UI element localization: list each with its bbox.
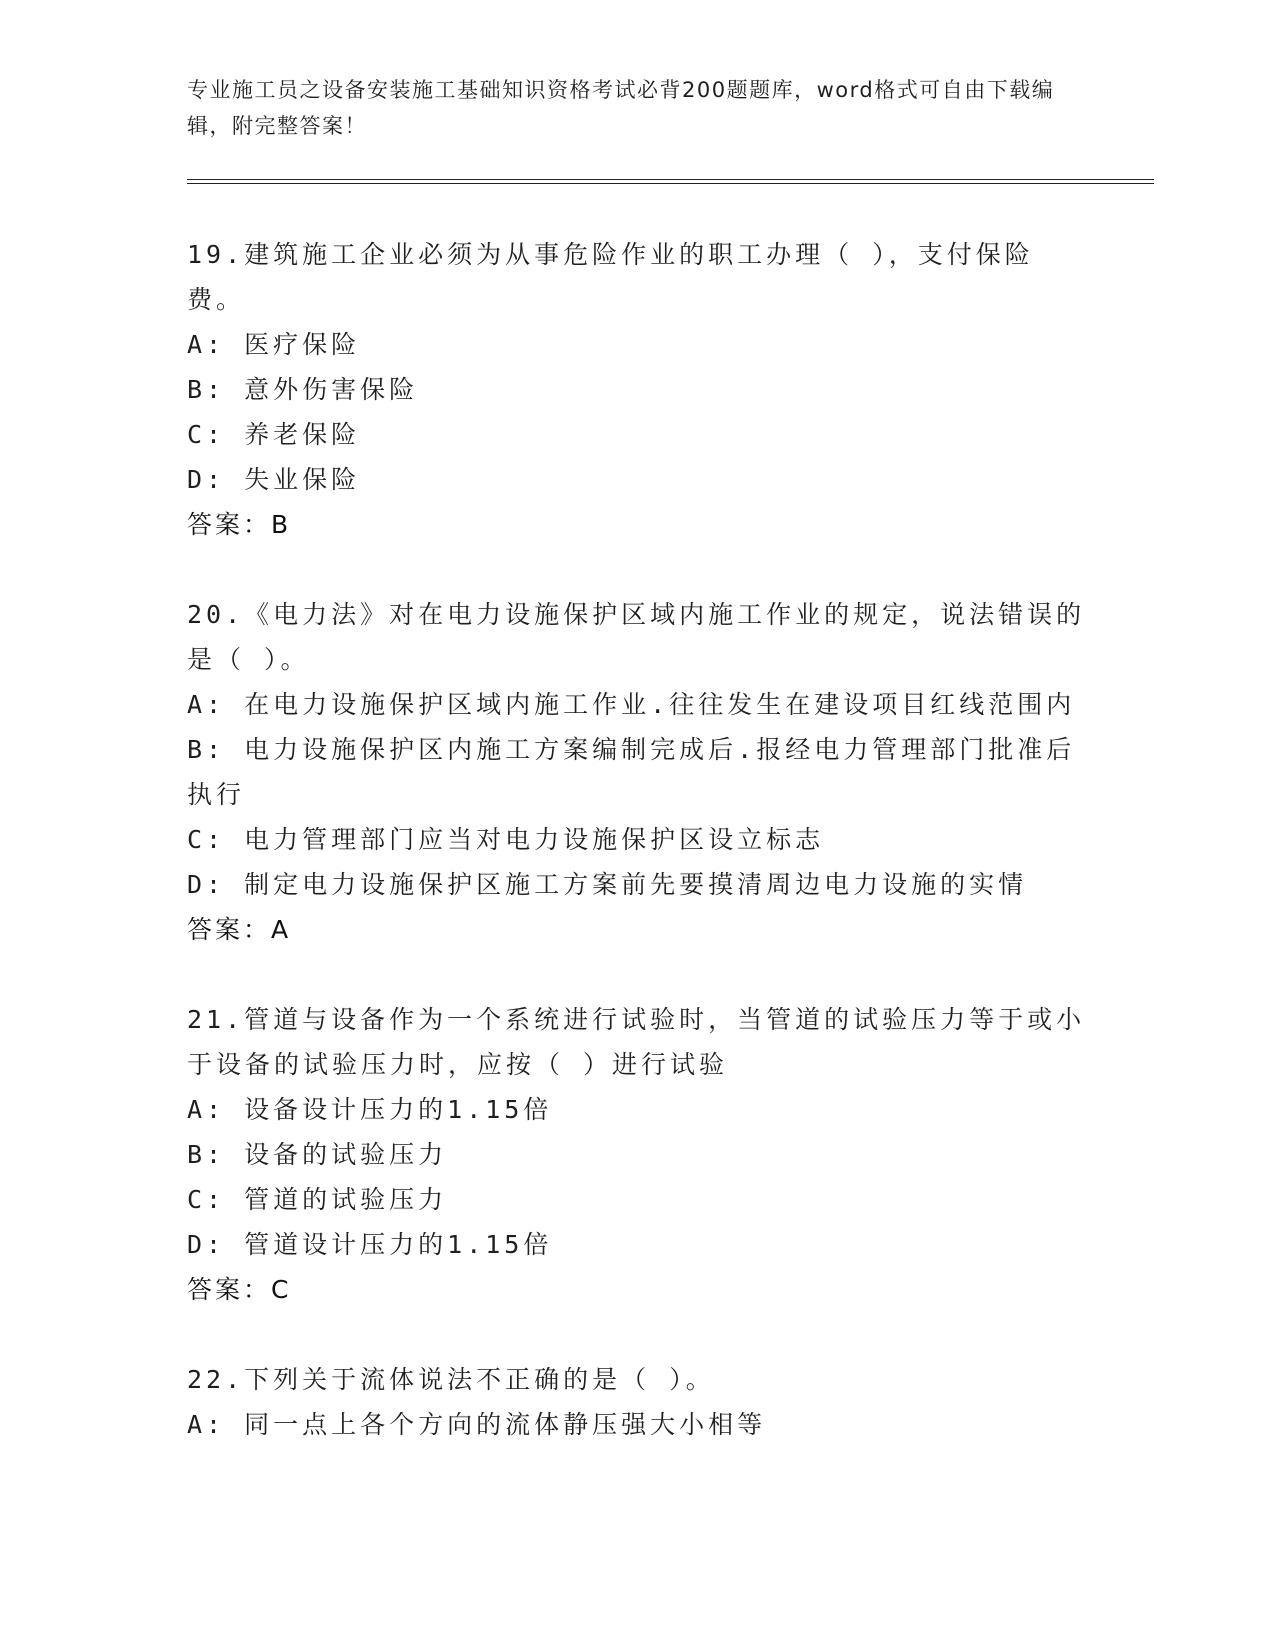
option-a: A: 同一点上各个方向的流体静压强大小相等: [187, 1410, 767, 1439]
option-c: C: 电力管理部门应当对电力设施保护区设立标志: [187, 825, 825, 854]
header-divider-bottom: [187, 183, 1154, 184]
option-c: C: 养老保险: [187, 420, 361, 449]
option-d: D: 管道设计压力的1.15倍: [187, 1230, 553, 1259]
question-stem: 20.《电力法》对在电力设施保护区域内施工作业的规定，说法错误的是（ ）。: [187, 600, 1086, 674]
option-c: C: 管道的试验压力: [187, 1185, 448, 1214]
option-a: A: 设备设计压力的1.15倍: [187, 1095, 553, 1124]
option-b: B: 电力设施保护区内施工方案编制完成后.报经电力管理部门批准后执行: [187, 735, 1076, 809]
option-d: D: 制定电力设施保护区施工方案前先要摸清周边电力设施的实情: [187, 870, 1028, 899]
question-20: [187, 592, 1087, 952]
document-intro: 专业施工员之设备安装施工基础知识资格考试必背200题题库，word格式可自由下载编辑，附完整答案！: [187, 78, 1055, 138]
question-22: [187, 1357, 1087, 1447]
question-list: [187, 232, 1087, 1492]
question-19: [187, 232, 1087, 547]
option-a: A: 在电力设施保护区域内施工作业.往往发生在建设项目红线范围内: [187, 690, 1076, 719]
answer-label: 答案：C: [187, 1275, 292, 1304]
option-b: B: 意外伤害保险: [187, 375, 419, 404]
option-a: A: 医疗保险: [187, 330, 361, 359]
question-21: [187, 997, 1087, 1312]
question-stem: 19.建筑施工企业必须为从事危险作业的职工办理（ ），支付保险费。: [187, 240, 1034, 314]
option-d: D: 失业保险: [187, 465, 361, 494]
question-stem: 21.管道与设备作为一个系统进行试验时，当管道的试验压力等于或小于设备的试验压力时，应按（ ）进行试验: [187, 1005, 1086, 1079]
question-stem: 22.下列关于流体说法不正确的是（ ）。: [187, 1365, 715, 1394]
answer-label: 答案：A: [187, 915, 292, 944]
header-divider-top: [187, 179, 1154, 180]
option-b: B: 设备的试验压力: [187, 1140, 448, 1169]
answer-label: 答案：B: [187, 510, 292, 539]
